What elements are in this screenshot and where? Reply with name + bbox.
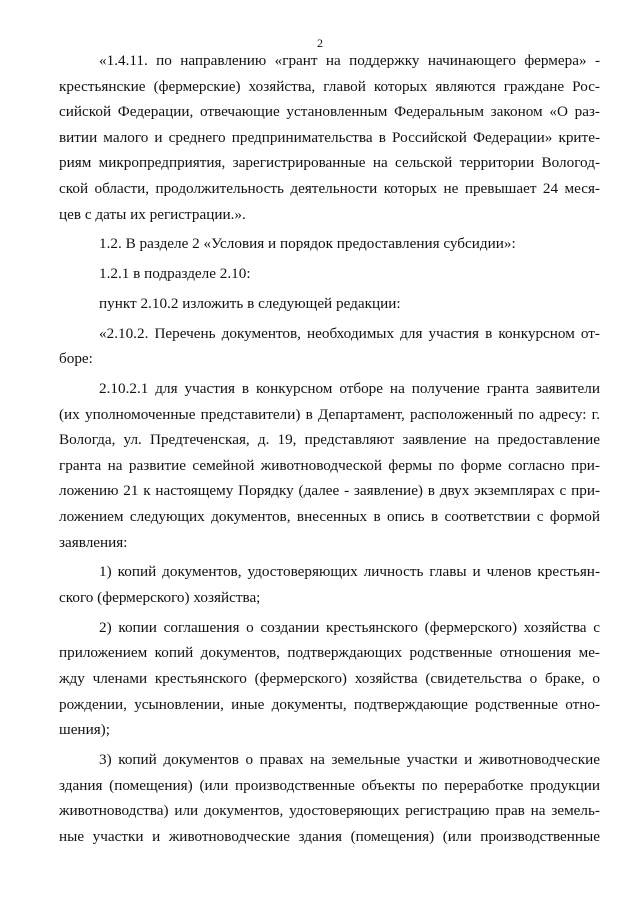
paragraph-line: 2.10.2.1 для участия в конкурсном отборе на получение гранта заявители	[99, 380, 600, 398]
paragraph-line: шения);	[59, 721, 110, 739]
paragraph-line: боре:	[59, 350, 93, 368]
paragraph-line: приложением копий документов, подтверждающих родственные отношения ме-	[59, 644, 600, 662]
paragraph	[59, 321, 600, 372]
paragraph	[59, 559, 600, 610]
paragraph-line: пункт 2.10.2 изложить в следующей редакции:	[99, 294, 401, 312]
paragraph-line: гранта на развитие семейной животноводческой фермы по форме согласно при-	[59, 456, 600, 474]
paragraph	[59, 231, 600, 257]
paragraph-line: 3) копий документов о правах на земельные участки и животноводческие	[99, 750, 600, 768]
page-number: 2	[317, 36, 323, 50]
paragraph-line: 1.2. В разделе 2 «Условия и порядок предоставления субсидии»:	[99, 235, 516, 253]
paragraph-line: 1) копий документов, удостоверяющих личность главы и членов крестьян-	[99, 563, 600, 581]
paragraph-line: сийской Федерации, отвечающие установленным Федеральным законом «О раз-	[59, 103, 600, 121]
paragraph	[59, 747, 600, 849]
paragraph-line: (их уполномоченные представители) в Департамент, расположенный по адресу: г.	[59, 405, 600, 423]
paragraph-line: ской области, продолжительность деятельности которых не превышает 24 меся-	[59, 179, 600, 197]
paragraph	[59, 48, 600, 227]
paragraph-line: заявления:	[59, 533, 128, 551]
paragraph-line: витии малого и среднего предпринимательства в Российской Федерации» крите-	[59, 128, 600, 146]
paragraph	[59, 261, 600, 287]
paragraph-line: рождении, усыновлении, иные документы, подтверждающие родственные отно-	[59, 695, 600, 713]
paragraph-line: 2) копии соглашения о создании крестьянского (фермерского) хозяйства с	[99, 618, 600, 636]
paragraph	[59, 615, 600, 743]
paragraph-line: 1.2.1 в подразделе 2.10:	[99, 265, 251, 283]
document-body	[59, 48, 600, 854]
paragraph-line: крестьянские (фермерские) хозяйства, главой которых являются граждане Рос-	[59, 77, 600, 95]
paragraph-line: «1.4.11. по направлению «грант на поддержку начинающего фермера» -	[99, 52, 600, 69]
paragraph-line: здания (помещения) (или производственные объекты по переработке продукции	[59, 776, 600, 794]
paragraph-line: Вологда, ул. Предтеченская, д. 19, представляют заявление на предоставление	[59, 431, 600, 449]
paragraph-line: ные участки и животноводческие здания (помещения) (или производственные	[59, 827, 600, 845]
paragraph	[59, 376, 600, 555]
paragraph-line: «2.10.2. Перечень документов, необходимых для участия в конкурсном от-	[99, 324, 600, 342]
paragraph-line: ложением следующих документов, внесенных в опись в соответствии с формой	[59, 508, 600, 526]
paragraph-line: жду членами крестьянского (фермерского) хозяйства (свидетельства о браке, о	[59, 669, 600, 687]
paragraph-line: риям микропредприятия, зарегистрированные на сельской территории Вологод-	[59, 154, 600, 172]
paragraph	[59, 291, 600, 317]
paragraph-line: животноводства) или документов, удостоверяющих регистрацию прав на земель-	[59, 802, 600, 820]
paragraph-line: цев с даты их регистрации.».	[59, 205, 246, 223]
paragraph-line: ложению 21 к настоящему Порядку (далее - заявление) в двух экземплярах с при-	[59, 482, 600, 500]
paragraph-line: ского (фермерского) хозяйства;	[59, 589, 261, 606]
